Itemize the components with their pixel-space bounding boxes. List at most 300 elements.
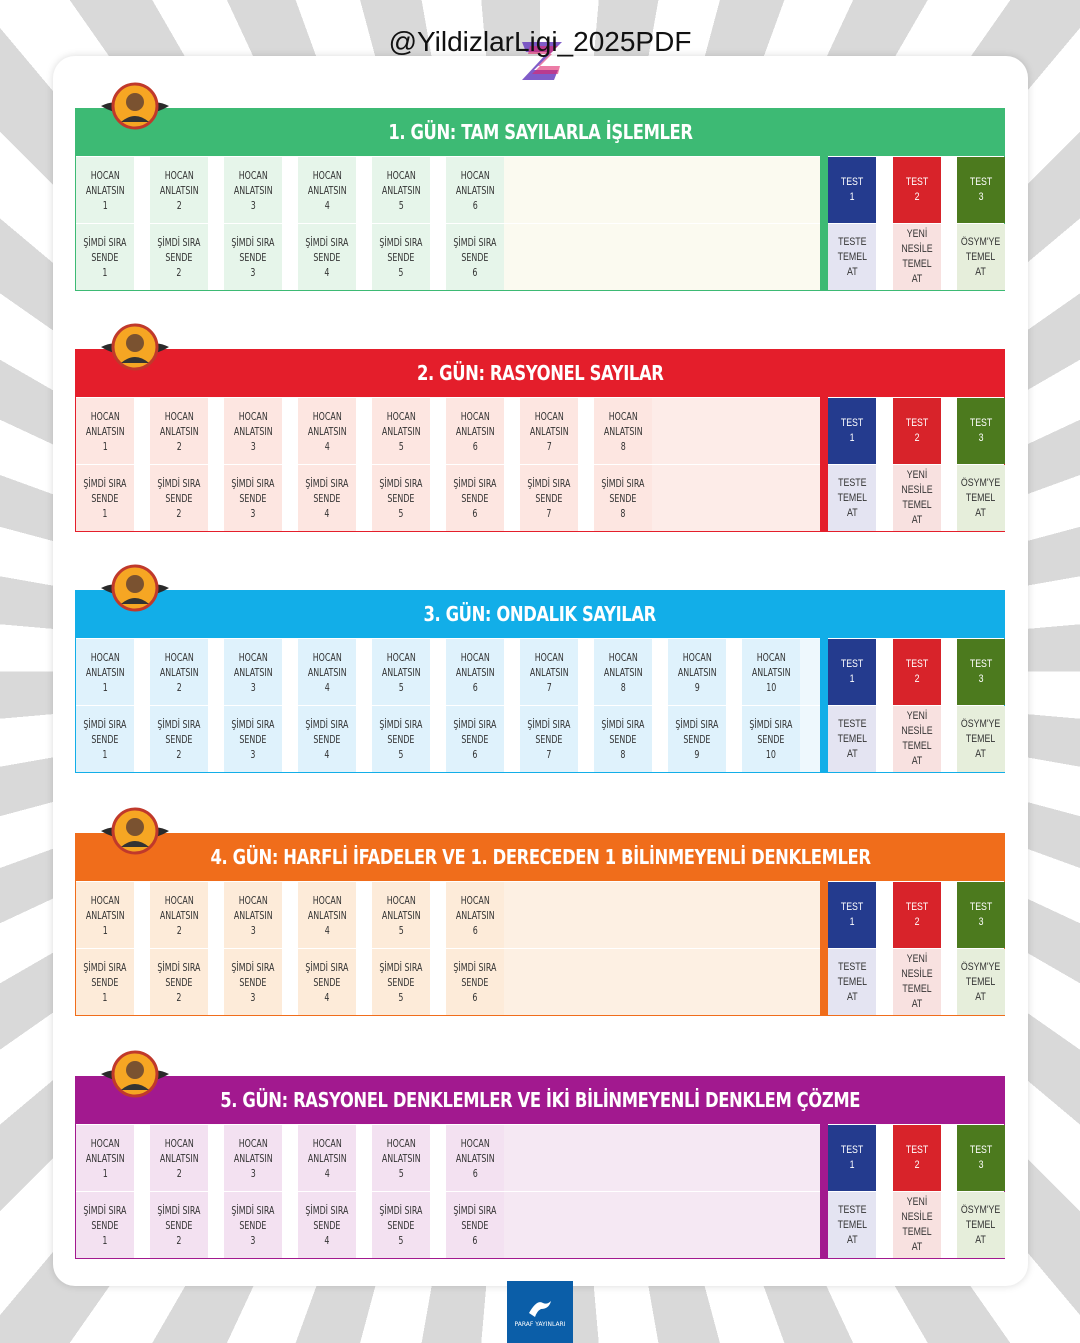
- hocan-anlatsin-cell[interactable]: [298, 1125, 356, 1191]
- cell-label: HOCAN ANLATSIN 5: [381, 1136, 421, 1180]
- test-1-subtitle: [828, 1192, 876, 1258]
- test-label: TEST 1: [840, 658, 864, 685]
- simdi-sira-sende-cell[interactable]: [298, 224, 356, 290]
- cell-spacer: [134, 157, 150, 223]
- cell-spacer: [430, 706, 446, 772]
- cell-spacer: [356, 949, 372, 1015]
- simdi-sira-sende-cell[interactable]: [446, 949, 504, 1015]
- hocan-anlatsin-cell[interactable]: [668, 639, 726, 705]
- hocan-anlatsin-cell[interactable]: [224, 882, 282, 948]
- hocan-anlatsin-cell[interactable]: [150, 882, 208, 948]
- test-label: TEST 2: [905, 901, 929, 928]
- cell-label: ŞİMDİ SIRA SENDE 2: [157, 235, 201, 279]
- simdi-sira-sende-cell[interactable]: [76, 949, 134, 1015]
- lesson-grid: [75, 397, 1005, 532]
- empty-area: [504, 1192, 820, 1258]
- day-section-2: [75, 349, 1005, 532]
- cell-spacer: [356, 1125, 372, 1191]
- test-1-subtitle: [828, 465, 876, 531]
- cell-spacer: [208, 882, 224, 948]
- section-divider: [820, 1124, 828, 1259]
- cell-label: HOCAN ANLATSIN 3: [233, 168, 273, 212]
- cell-label: HOCAN ANLATSIN 3: [233, 409, 273, 453]
- cell-spacer: [282, 398, 298, 464]
- test-subtitle-text: TESTE TEMEL AT: [837, 717, 867, 760]
- hocan-anlatsin-cell[interactable]: [372, 1125, 430, 1191]
- test-subtitle-text: TESTE TEMEL AT: [837, 1203, 867, 1246]
- test-label: TEST 3: [969, 901, 993, 928]
- cell-spacer: [578, 639, 594, 705]
- hocan-anlatsin-cell[interactable]: [150, 639, 208, 705]
- test-label: TEST 3: [969, 1144, 993, 1171]
- cell-label: ŞİMDİ SIRA SENDE 4: [305, 960, 349, 1004]
- test-1-button[interactable]: [828, 882, 876, 948]
- cell-spacer: [726, 706, 742, 772]
- cell-spacer: [208, 465, 224, 531]
- cell-spacer: [430, 224, 446, 290]
- test-1-subtitle: [828, 706, 876, 772]
- cell-spacer: [356, 398, 372, 464]
- cell-label: ŞİMDİ SIRA SENDE 2: [157, 1203, 201, 1247]
- cell-spacer: [282, 882, 298, 948]
- test-3-button[interactable]: [957, 882, 1005, 948]
- test-label: TEST 2: [905, 417, 929, 444]
- test-label: TEST 2: [905, 176, 929, 203]
- cell-spacer: [726, 639, 742, 705]
- cell-label: HOCAN ANLATSIN 4: [307, 168, 347, 212]
- hocan-anlatsin-cell[interactable]: [224, 639, 282, 705]
- cell-spacer: [356, 157, 372, 223]
- test-3-button[interactable]: [957, 1125, 1005, 1191]
- test-1-subtitle: [828, 949, 876, 1015]
- cell-label: ŞİMDİ SIRA SENDE 1: [83, 476, 127, 520]
- cell-label: ŞİMDİ SIRA SENDE 8: [601, 476, 645, 520]
- cell-label: ŞİMDİ SIRA SENDE 6: [453, 1203, 497, 1247]
- hocan-anlatsin-row: [76, 882, 821, 948]
- simdi-sira-sende-cell[interactable]: [520, 706, 578, 772]
- test-label: TEST 3: [969, 417, 993, 444]
- cell-spacer: [504, 465, 520, 531]
- test-label: TEST 1: [840, 417, 864, 444]
- test-1-subtitle: [828, 224, 876, 290]
- test-subtitle-text: ÖSYM'YE TEMEL AT: [961, 476, 1001, 519]
- hocan-anlatsin-cell[interactable]: [298, 639, 356, 705]
- cell-label: ŞİMDİ SIRA SENDE 6: [453, 717, 497, 761]
- cell-label: HOCAN ANLATSIN 7: [529, 650, 569, 694]
- simdi-sira-sende-cell[interactable]: [372, 224, 430, 290]
- hocan-anlatsin-row: [76, 1125, 821, 1191]
- cell-label: HOCAN ANLATSIN 6: [455, 1136, 495, 1180]
- cell-label: ŞİMDİ SIRA SENDE 7: [527, 476, 571, 520]
- simdi-sira-sende-cell[interactable]: [372, 465, 430, 531]
- test-2-subtitle: [893, 224, 941, 290]
- cell-label: ŞİMDİ SIRA SENDE 4: [305, 1203, 349, 1247]
- cell-label: HOCAN ANLATSIN 3: [233, 1136, 273, 1180]
- hocan-anlatsin-cell[interactable]: [224, 398, 282, 464]
- simdi-sira-sende-cell[interactable]: [76, 224, 134, 290]
- empty-area: [504, 157, 820, 223]
- simdi-sira-sende-cell[interactable]: [76, 465, 134, 531]
- cell-label: ŞİMDİ SIRA SENDE 4: [305, 717, 349, 761]
- hocan-anlatsin-cell[interactable]: [150, 398, 208, 464]
- teacher-badge-icon: [99, 560, 171, 616]
- cell-spacer: [430, 157, 446, 223]
- cell-label: ŞİMDİ SIRA SENDE 3: [231, 1203, 275, 1247]
- cell-spacer: [578, 398, 594, 464]
- hocan-anlatsin-cell[interactable]: [742, 639, 800, 705]
- hocan-anlatsin-cell[interactable]: [76, 639, 134, 705]
- cell-label: ŞİMDİ SIRA SENDE 6: [453, 235, 497, 279]
- test-2-button[interactable]: [893, 398, 941, 464]
- day-section-5: [75, 1076, 1005, 1259]
- simdi-sira-sende-cell[interactable]: [224, 1192, 282, 1258]
- test-label: TEST 1: [840, 176, 864, 203]
- cell-spacer: [430, 1125, 446, 1191]
- empty-area: [504, 882, 820, 948]
- day-title-text: 2. GÜN: RASYONEL SAYILAR: [416, 361, 664, 385]
- hocan-anlatsin-cell[interactable]: [446, 1125, 504, 1191]
- hocan-anlatsin-cell[interactable]: [594, 398, 652, 464]
- cell-label: HOCAN ANLATSIN 5: [381, 650, 421, 694]
- cell-spacer: [356, 882, 372, 948]
- hocan-anlatsin-row: [76, 398, 821, 464]
- teacher-badge-icon: [99, 319, 171, 375]
- hocan-anlatsin-cell[interactable]: [446, 639, 504, 705]
- simdi-sira-sende-cell[interactable]: [298, 706, 356, 772]
- hocan-anlatsin-cell[interactable]: [76, 882, 134, 948]
- test-3-subtitle: [957, 1192, 1005, 1258]
- simdi-sira-sende-cell[interactable]: [594, 706, 652, 772]
- cell-label: ŞİMDİ SIRA SENDE 5: [379, 476, 423, 520]
- cell-label: ŞİMDİ SIRA SENDE 2: [157, 960, 201, 1004]
- cell-label: ŞİMDİ SIRA SENDE 7: [527, 717, 571, 761]
- test-3-button[interactable]: [957, 398, 1005, 464]
- cell-label: HOCAN ANLATSIN 8: [603, 650, 643, 694]
- cell-spacer: [134, 949, 150, 1015]
- cell-label: ŞİMDİ SIRA SENDE 5: [379, 1203, 423, 1247]
- cell-spacer: [208, 224, 224, 290]
- test-subtitle-text: YENİ NESİLE TEMEL AT: [901, 710, 933, 767]
- cell-spacer: [134, 224, 150, 290]
- simdi-sira-sende-row: [76, 1192, 821, 1258]
- simdi-sira-sende-cell[interactable]: [446, 224, 504, 290]
- cell-spacer: [652, 706, 668, 772]
- cell-spacer: [430, 398, 446, 464]
- cell-label: ŞİMDİ SIRA SENDE 3: [231, 717, 275, 761]
- simdi-sira-sende-cell[interactable]: [224, 706, 282, 772]
- cell-label: HOCAN ANLATSIN 9: [677, 650, 717, 694]
- hocan-anlatsin-cell[interactable]: [298, 157, 356, 223]
- simdi-sira-sende-cell[interactable]: [150, 465, 208, 531]
- test-1-button[interactable]: [828, 157, 876, 223]
- cell-label: HOCAN ANLATSIN 3: [233, 650, 273, 694]
- cell-spacer: [282, 706, 298, 772]
- simdi-sira-sende-cell[interactable]: [224, 949, 282, 1015]
- test-2-button[interactable]: [893, 882, 941, 948]
- test-2-subtitle: [893, 1192, 941, 1258]
- hocan-anlatsin-cell[interactable]: [594, 639, 652, 705]
- simdi-sira-sende-cell[interactable]: [76, 1192, 134, 1258]
- test-subtitle-text: ÖSYM'YE TEMEL AT: [961, 717, 1001, 760]
- hocan-anlatsin-row: [76, 639, 821, 705]
- hocan-anlatsin-row: [76, 157, 821, 223]
- cell-label: HOCAN ANLATSIN 1: [85, 1136, 125, 1180]
- section-divider: [820, 156, 828, 291]
- hocan-anlatsin-cell[interactable]: [150, 157, 208, 223]
- cell-label: HOCAN ANLATSIN 5: [381, 168, 421, 212]
- test-2-subtitle: [893, 949, 941, 1015]
- cell-spacer: [282, 1192, 298, 1258]
- cell-spacer: [134, 706, 150, 772]
- hocan-anlatsin-cell[interactable]: [76, 1125, 134, 1191]
- hocan-anlatsin-cell[interactable]: [446, 398, 504, 464]
- empty-area: [504, 1125, 820, 1191]
- cell-label: HOCAN ANLATSIN 1: [85, 409, 125, 453]
- cell-label: ŞİMDİ SIRA SENDE 1: [83, 1203, 127, 1247]
- cell-spacer: [356, 706, 372, 772]
- simdi-sira-sende-cell[interactable]: [150, 706, 208, 772]
- simdi-sira-sende-row: [76, 706, 821, 772]
- test-subtitle-text: ÖSYM'YE TEMEL AT: [961, 235, 1001, 278]
- cell-label: ŞİMDİ SIRA SENDE 6: [453, 476, 497, 520]
- hocan-anlatsin-cell[interactable]: [224, 157, 282, 223]
- cell-label: HOCAN ANLATSIN 3: [233, 893, 273, 937]
- day-title: [75, 108, 1005, 156]
- section-divider: [820, 397, 828, 532]
- empty-area: [504, 224, 820, 290]
- cell-spacer: [504, 639, 520, 705]
- cell-label: ŞİMDİ SIRA SENDE 1: [83, 235, 127, 279]
- teacher-badge-icon: [99, 1046, 171, 1102]
- simdi-sira-sende-cell[interactable]: [446, 465, 504, 531]
- cell-label: HOCAN ANLATSIN 10: [751, 650, 791, 694]
- cell-spacer: [430, 639, 446, 705]
- simdi-sira-sende-cell[interactable]: [298, 1192, 356, 1258]
- cell-label: ŞİMDİ SIRA SENDE 5: [379, 235, 423, 279]
- cell-label: HOCAN ANLATSIN 5: [381, 409, 421, 453]
- simdi-sira-sende-cell[interactable]: [372, 949, 430, 1015]
- hocan-anlatsin-cell[interactable]: [520, 398, 578, 464]
- hocan-anlatsin-cell[interactable]: [150, 1125, 208, 1191]
- cell-spacer: [430, 465, 446, 531]
- hocan-anlatsin-cell[interactable]: [298, 882, 356, 948]
- cell-spacer: [356, 224, 372, 290]
- cell-label: HOCAN ANLATSIN 6: [455, 168, 495, 212]
- empty-area: [652, 465, 820, 531]
- cell-spacer: [282, 639, 298, 705]
- cell-spacer: [578, 706, 594, 772]
- teacher-badge-icon: [99, 803, 171, 859]
- cell-spacer: [208, 706, 224, 772]
- cell-label: HOCAN ANLATSIN 2: [159, 893, 199, 937]
- test-2-subtitle: [893, 706, 941, 772]
- cell-spacer: [208, 1125, 224, 1191]
- cell-spacer: [282, 224, 298, 290]
- cell-label: HOCAN ANLATSIN 1: [85, 168, 125, 212]
- cell-spacer: [208, 639, 224, 705]
- hocan-anlatsin-cell[interactable]: [224, 1125, 282, 1191]
- test-3-subtitle: [957, 224, 1005, 290]
- lesson-grid: [75, 156, 1005, 291]
- simdi-sira-sende-cell[interactable]: [372, 1192, 430, 1258]
- test-subtitle-text: YENİ NESİLE TEMEL AT: [901, 1196, 933, 1253]
- cell-spacer: [356, 639, 372, 705]
- cell-label: ŞİMDİ SIRA SENDE 6: [453, 960, 497, 1004]
- test-subtitle-text: YENİ NESİLE TEMEL AT: [901, 228, 933, 285]
- test-2-button[interactable]: [893, 639, 941, 705]
- day-title: [75, 1076, 1005, 1124]
- day-title: [75, 590, 1005, 638]
- day-section-1: [75, 108, 1005, 291]
- cell-label: ŞİMDİ SIRA SENDE 1: [83, 717, 127, 761]
- day-section-3: [75, 590, 1005, 773]
- cell-spacer: [356, 465, 372, 531]
- test-1-button[interactable]: [828, 639, 876, 705]
- simdi-sira-sende-cell[interactable]: [742, 706, 800, 772]
- bird-logo-icon: [525, 1297, 555, 1319]
- cell-label: HOCAN ANLATSIN 2: [159, 1136, 199, 1180]
- simdi-sira-sende-cell[interactable]: [594, 465, 652, 531]
- simdi-sira-sende-cell[interactable]: [76, 706, 134, 772]
- cell-label: HOCAN ANLATSIN 1: [85, 650, 125, 694]
- cell-label: HOCAN ANLATSIN 6: [455, 650, 495, 694]
- cell-spacer: [208, 949, 224, 1015]
- hocan-anlatsin-cell[interactable]: [520, 639, 578, 705]
- simdi-sira-sende-cell[interactable]: [668, 706, 726, 772]
- hocan-anlatsin-cell[interactable]: [372, 157, 430, 223]
- cell-label: ŞİMDİ SIRA SENDE 8: [601, 717, 645, 761]
- lesson-grid: [75, 1124, 1005, 1259]
- test-label: TEST 1: [840, 1144, 864, 1171]
- cell-spacer: [504, 706, 520, 772]
- cell-label: HOCAN ANLATSIN 1: [85, 893, 125, 937]
- test-label: TEST 1: [840, 901, 864, 928]
- simdi-sira-sende-cell[interactable]: [224, 224, 282, 290]
- test-subtitle-text: TESTE TEMEL AT: [837, 960, 867, 1003]
- cell-label: ŞİMDİ SIRA SENDE 2: [157, 717, 201, 761]
- cell-label: ŞİMDİ SIRA SENDE 9: [675, 717, 719, 761]
- cell-label: ŞİMDİ SIRA SENDE 10: [749, 717, 793, 761]
- section-divider: [820, 881, 828, 1016]
- cell-spacer: [282, 465, 298, 531]
- simdi-sira-sende-row: [76, 465, 821, 531]
- simdi-sira-sende-cell[interactable]: [520, 465, 578, 531]
- test-3-subtitle: [957, 706, 1005, 772]
- cell-spacer: [578, 465, 594, 531]
- hocan-anlatsin-cell[interactable]: [76, 157, 134, 223]
- simdi-sira-sende-cell[interactable]: [298, 465, 356, 531]
- test-subtitle-text: YENİ NESİLE TEMEL AT: [901, 953, 933, 1010]
- cell-label: HOCAN ANLATSIN 6: [455, 409, 495, 453]
- test-subtitle-text: TESTE TEMEL AT: [837, 476, 867, 519]
- publisher-logo: [507, 1281, 573, 1343]
- test-subtitle-text: YENİ NESİLE TEMEL AT: [901, 469, 933, 526]
- test-3-button[interactable]: [957, 157, 1005, 223]
- hocan-anlatsin-cell[interactable]: [76, 398, 134, 464]
- teacher-badge-icon: [99, 78, 171, 134]
- hocan-anlatsin-cell[interactable]: [372, 639, 430, 705]
- cell-label: HOCAN ANLATSIN 8: [603, 409, 643, 453]
- test-label: TEST 2: [905, 1144, 929, 1171]
- cell-label: ŞİMDİ SIRA SENDE 3: [231, 476, 275, 520]
- hocan-anlatsin-cell[interactable]: [446, 157, 504, 223]
- test-3-subtitle: [957, 949, 1005, 1015]
- cell-spacer: [504, 398, 520, 464]
- cell-spacer: [134, 639, 150, 705]
- cell-spacer: [430, 1192, 446, 1258]
- cell-label: ŞİMDİ SIRA SENDE 4: [305, 476, 349, 520]
- publisher-name: PARAF YAYINLARI: [514, 1320, 566, 1328]
- empty-area: [652, 398, 820, 464]
- cell-spacer: [134, 1125, 150, 1191]
- cell-label: ŞİMDİ SIRA SENDE 4: [305, 235, 349, 279]
- simdi-sira-sende-row: [76, 949, 821, 1015]
- cell-spacer: [356, 1192, 372, 1258]
- test-3-button[interactable]: [957, 639, 1005, 705]
- cell-label: HOCAN ANLATSIN 5: [381, 893, 421, 937]
- test-3-subtitle: [957, 465, 1005, 531]
- cell-spacer: [282, 157, 298, 223]
- cell-label: ŞİMDİ SIRA SENDE 5: [379, 960, 423, 1004]
- cell-spacer: [208, 157, 224, 223]
- cell-label: ŞİMDİ SIRA SENDE 2: [157, 476, 201, 520]
- simdi-sira-sende-cell[interactable]: [150, 949, 208, 1015]
- cell-label: HOCAN ANLATSIN 4: [307, 893, 347, 937]
- simdi-sira-sende-cell[interactable]: [372, 706, 430, 772]
- cell-spacer: [430, 882, 446, 948]
- hocan-anlatsin-cell[interactable]: [298, 398, 356, 464]
- simdi-sira-sende-cell[interactable]: [150, 224, 208, 290]
- empty-area: [504, 949, 820, 1015]
- cell-label: HOCAN ANLATSIN 7: [529, 409, 569, 453]
- hocan-anlatsin-cell[interactable]: [372, 882, 430, 948]
- cell-spacer: [652, 639, 668, 705]
- test-subtitle-text: ÖSYM'YE TEMEL AT: [961, 1203, 1001, 1246]
- cell-spacer: [134, 465, 150, 531]
- hocan-anlatsin-cell[interactable]: [446, 882, 504, 948]
- test-1-button[interactable]: [828, 398, 876, 464]
- test-2-subtitle: [893, 465, 941, 531]
- test-2-button[interactable]: [893, 157, 941, 223]
- day-title-text: 3. GÜN: ONDALIK SAYILAR: [423, 602, 657, 626]
- day-section-4: [75, 833, 1005, 1016]
- cell-spacer: [208, 398, 224, 464]
- cell-spacer: [208, 1192, 224, 1258]
- simdi-sira-sende-cell[interactable]: [298, 949, 356, 1015]
- test-label: TEST 2: [905, 658, 929, 685]
- test-2-button[interactable]: [893, 1125, 941, 1191]
- day-title: [75, 349, 1005, 397]
- day-title: [75, 833, 1005, 881]
- simdi-sira-sende-cell[interactable]: [224, 465, 282, 531]
- cell-label: ŞİMDİ SIRA SENDE 5: [379, 717, 423, 761]
- simdi-sira-sende-cell[interactable]: [446, 706, 504, 772]
- cell-label: ŞİMDİ SIRA SENDE 3: [231, 235, 275, 279]
- cell-spacer: [430, 949, 446, 1015]
- cell-label: HOCAN ANLATSIN 2: [159, 409, 199, 453]
- simdi-sira-sende-cell[interactable]: [150, 1192, 208, 1258]
- hocan-anlatsin-cell[interactable]: [372, 398, 430, 464]
- day-title-text: 5. GÜN: RASYONEL DENKLEMLER VE İKİ BİLİNMEYENLİ DENKLEM ÇÖZME: [220, 1088, 860, 1112]
- simdi-sira-sende-cell[interactable]: [446, 1192, 504, 1258]
- day-title-text: 1. GÜN: TAM SAYILARLA İŞLEMLER: [387, 120, 693, 144]
- cell-label: HOCAN ANLATSIN 2: [159, 650, 199, 694]
- watermark-text: @YildizlarLigi_2025PDF: [388, 26, 692, 57]
- test-1-button[interactable]: [828, 1125, 876, 1191]
- cell-label: HOCAN ANLATSIN 4: [307, 409, 347, 453]
- day-title-text: 4. GÜN: HARFLİ İFADELER VE 1. DERECEDEN 1 BİLİNMEYENLİ DENKLEMLER: [209, 845, 871, 869]
- empty-area: [800, 706, 820, 772]
